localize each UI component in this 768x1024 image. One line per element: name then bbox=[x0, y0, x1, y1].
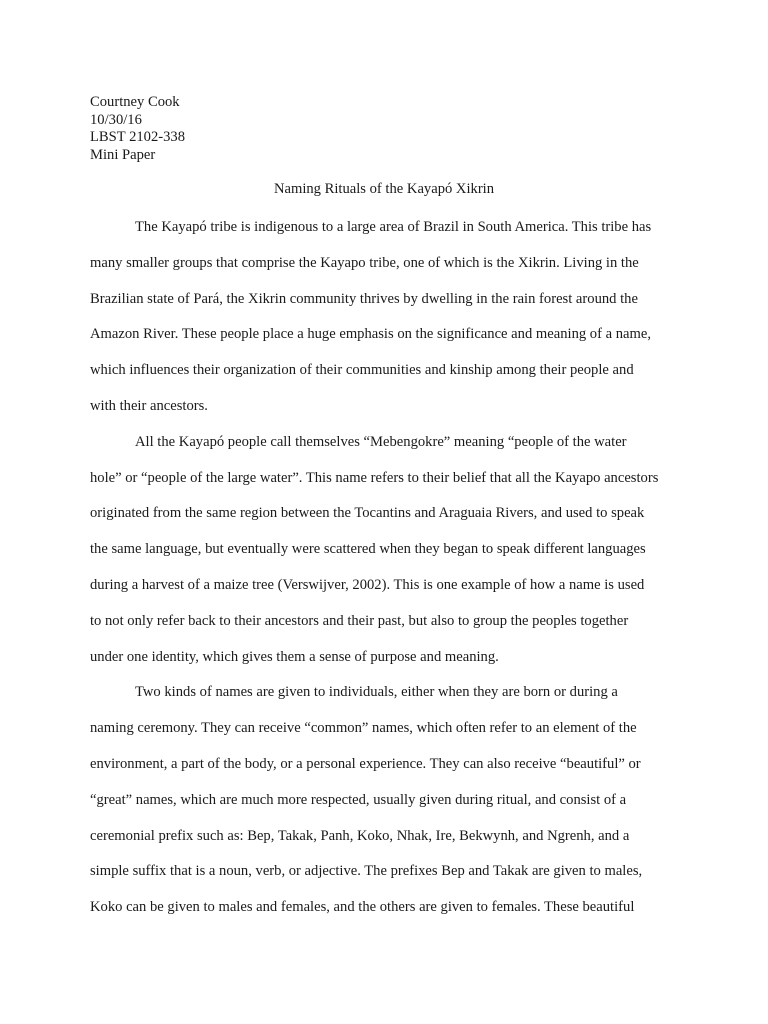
text-line: the same language, but eventually were scattered when they began to speak different languages bbox=[90, 541, 646, 558]
text-line: originated from the same region between the Tocantins and Araguaia Rivers, and used to speak bbox=[90, 505, 645, 522]
paper-title: Naming Rituals of the Kayapó Xikrin bbox=[273, 181, 495, 197]
text-line: ceremonial prefix such as: Bep, Takak, Panh, Koko, Nhak, Ire, Bekwynh, and Ngrenh, and a bbox=[90, 827, 630, 844]
assignment-type: Mini Paper bbox=[90, 146, 156, 163]
text-line: The Kayapó tribe is indigenous to a large area of Brazil in South America. This tribe has bbox=[135, 219, 652, 235]
text-line: to not only refer back to their ancestors and their past, but also to group the peoples together bbox=[90, 612, 629, 629]
text-line: Brazilian state of Pará, the Xikrin community thrives by dwelling in the rain forest around the bbox=[90, 290, 638, 307]
text-line: Two kinds of names are given to individuals, either when they are born or during a bbox=[135, 684, 618, 701]
paper-body bbox=[90, 217, 690, 933]
text-line: during a harvest of a maize tree (Verswijver, 2002). This is one example of how a name is used bbox=[90, 576, 645, 593]
text-line: Koko can be given to males and females, and the others are given to females. These beautiful bbox=[90, 899, 635, 916]
text-line: under one identity, which gives them a sense of purpose and meaning. bbox=[90, 648, 499, 665]
text-line: environment, a part of the body, or a personal experience. They can also receive “beautiful” or bbox=[90, 755, 641, 772]
course-code: LBST 2102-338 bbox=[90, 129, 186, 146]
document-header bbox=[90, 94, 185, 164]
paragraph bbox=[90, 432, 690, 683]
text-line: simple suffix that is a noun, verb, or adjective. The prefixes Bep and Takak are given to males, bbox=[90, 863, 643, 880]
text-line: hole” or “people of the large water”. This name refers to their belief that all the Kayapo ancestors bbox=[90, 469, 659, 486]
text-line: which influences their organization of their communities and kinship among their people and bbox=[90, 362, 634, 379]
text-line: “great” names, which are much more respected, usually given during ritual, and consist of a bbox=[90, 791, 627, 808]
paragraph bbox=[90, 682, 690, 933]
author-name: Courtney Cook bbox=[90, 94, 180, 110]
text-line: naming ceremony. They can receive “common” names, which often refer to an element of the bbox=[90, 720, 637, 737]
paragraph bbox=[90, 217, 690, 432]
text-line: Amazon River. These people place a huge emphasis on the significance and meaning of a name, bbox=[90, 326, 651, 343]
text-line: many smaller groups that comprise the Kayapo tribe, one of which is the Xikrin. Living in the bbox=[90, 254, 639, 271]
document-date: 10/30/16 bbox=[90, 111, 142, 128]
text-line: All the Kayapó people call themselves “Mebengokre” meaning “people of the water bbox=[135, 433, 627, 450]
text-line: with their ancestors. bbox=[90, 397, 208, 414]
